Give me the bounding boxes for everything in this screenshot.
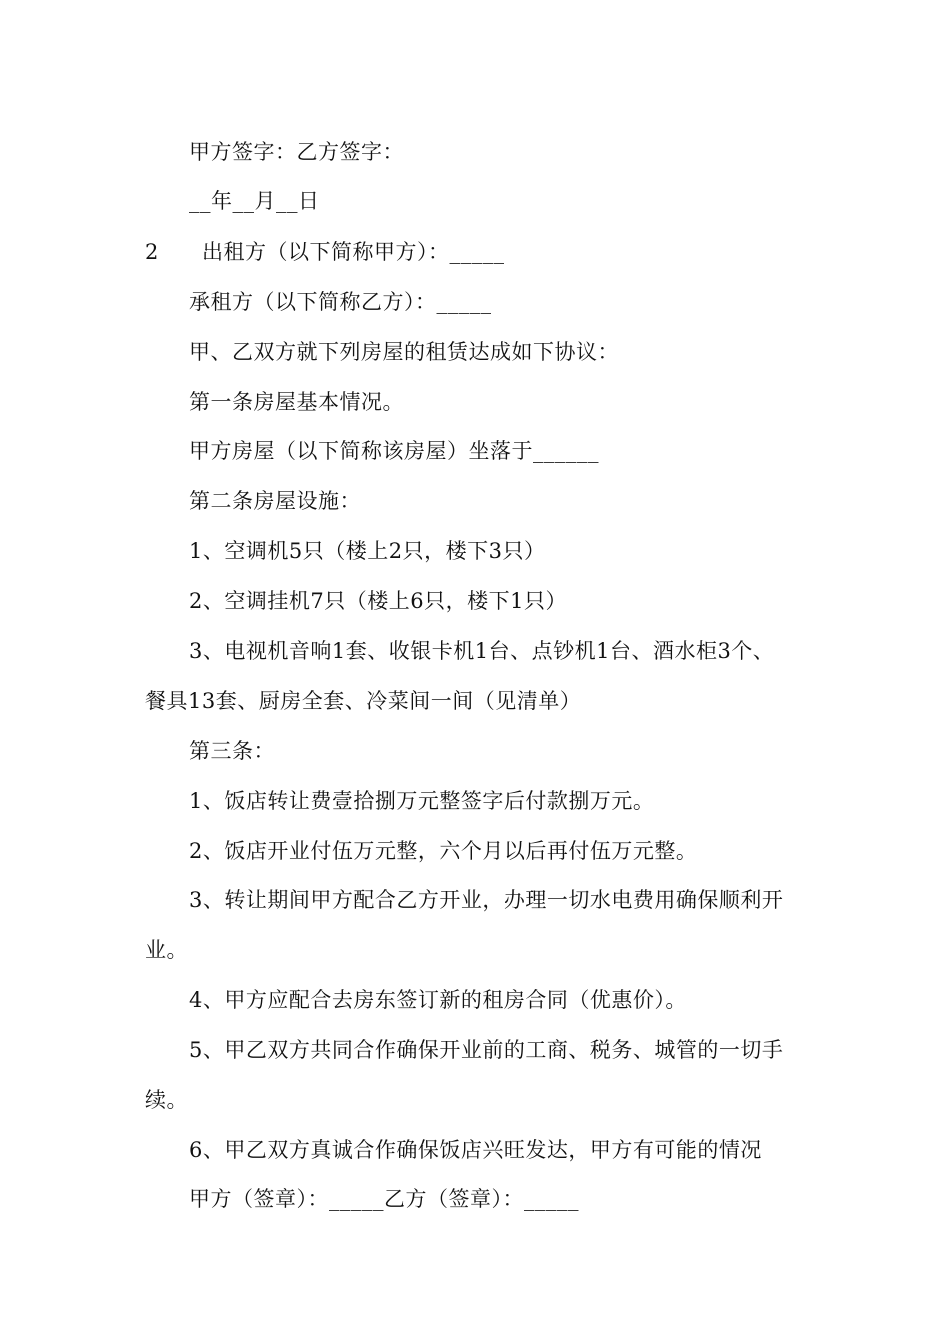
term-item-6: 6、甲乙双方真诚合作确保饭店兴旺发达，甲方有可能的情况 bbox=[189, 1138, 762, 1162]
agreement-intro: 甲、乙双方就下列房屋的租赁达成如下协议： bbox=[189, 340, 619, 364]
date-line: __年__月__日 bbox=[189, 189, 320, 213]
term-item-4: 4、甲方应配合去房东签订新的租房合同（优惠价）。 bbox=[189, 988, 687, 1012]
article-two-heading: 第二条房屋设施： bbox=[189, 489, 361, 513]
term-item-1: 1、饭店转让费壹拾捌万元整签字后付款捌万元。 bbox=[189, 789, 655, 813]
article-one-heading: 第一条房屋基本情况。 bbox=[189, 390, 404, 414]
facility-item-3-continued: 餐具13套、厨房全套、冷菜间一间（见清单） bbox=[145, 689, 582, 713]
signature-line: 甲方签字：乙方签字： bbox=[189, 140, 404, 164]
house-location-line: 甲方房屋（以下简称该房屋）坐落于______ bbox=[189, 439, 599, 463]
term-item-3-continued: 业。 bbox=[145, 938, 188, 962]
term-item-5: 5、甲乙双方共同合作确保开业前的工商、税务、城管的一切手 bbox=[189, 1038, 784, 1062]
term-item-2: 2、饭店开业付伍万元整，六个月以后再付伍万元整。 bbox=[189, 839, 698, 863]
facility-item-1: 1、空调机5只（楼上2只，楼下3只） bbox=[189, 539, 546, 563]
section-number: 2 bbox=[145, 240, 159, 264]
article-three-heading: 第三条： bbox=[189, 739, 275, 763]
lessor-line: 出租方（以下简称甲方）：_____ bbox=[202, 240, 505, 264]
term-item-3: 3、转让期间甲方配合乙方开业，办理一切水电费用确保顺利开 bbox=[189, 888, 784, 912]
lessee-line: 承租方（以下简称乙方）：_____ bbox=[189, 290, 492, 314]
facility-item-2: 2、空调挂机7只（楼上6只，楼下1只） bbox=[189, 589, 567, 613]
facility-item-3: 3、电视机音响1套、收银卡机1台、点钞机1台、酒水柜3个、 bbox=[189, 639, 775, 663]
term-item-5-continued: 续。 bbox=[145, 1088, 188, 1112]
seal-line: 甲方（签章）：_____乙方（签章）：_____ bbox=[189, 1187, 579, 1211]
